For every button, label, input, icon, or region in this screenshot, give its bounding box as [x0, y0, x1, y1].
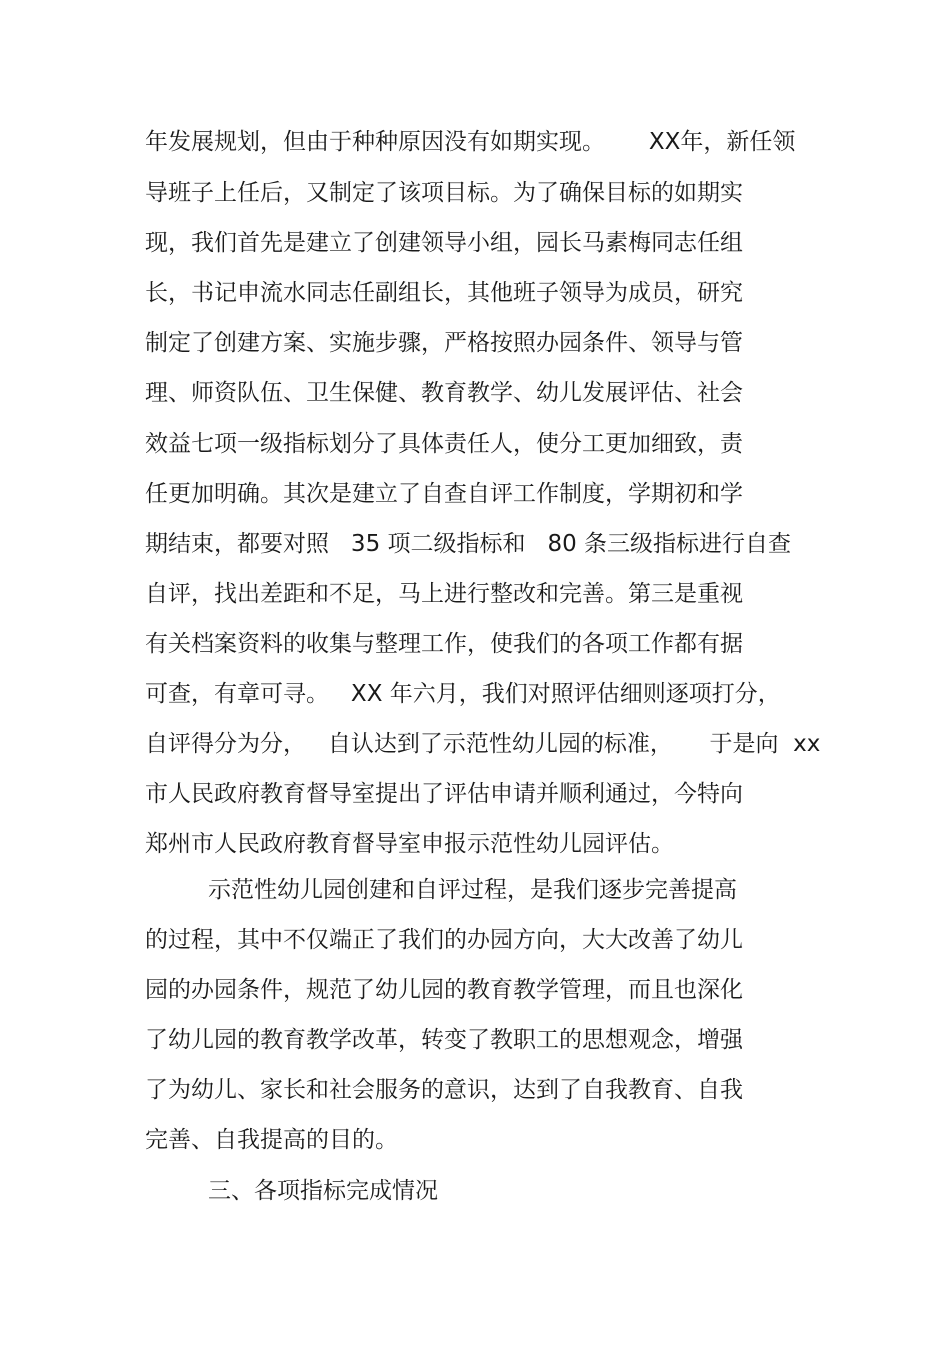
text-line: 的过程，其中不仅端正了我们的办园方向，大大改善了幼儿 [145, 927, 743, 953]
text-line: 郑州市人民政府教育督导室申报示范性幼儿园评估。 [145, 831, 674, 857]
text-line: 长，书记申流水同志任副组长，其他班子领导为成员，研究 [145, 280, 743, 306]
text-line: 年发展规划，但由于种种原因没有如期实现。 XX年，新任领 [145, 129, 796, 155]
text-line: 现，我们首先是建立了创建领导小组，园长马素梅同志任组 [145, 230, 743, 256]
text-line: 任更加明确。其次是建立了自查自评工作制度，学期初和学 [145, 481, 743, 507]
text-line: 了为幼儿、家长和社会服务的意识，达到了自我教育、自我 [145, 1077, 743, 1103]
text-line: 了幼儿园的教育教学改革，转变了教职工的思想观念，增强 [145, 1027, 743, 1053]
text-line: 示范性幼儿园创建和自评过程，是我们逐步完善提高 [208, 877, 737, 903]
text-line: 可查，有章可寻。 XX 年六月，我们对照评估细则逐项打分， [145, 681, 781, 707]
text-line: 自评，找出差距和不足，马上进行整改和完善。第三是重视 [145, 581, 743, 607]
text-line: 市人民政府教育督导室提出了评估申请并顺利通过，今特向 [145, 781, 743, 807]
text-line: 期结束，都要对照 35 项二级指标和 80 条三级指标进行自查 [145, 531, 792, 557]
text-line: 理、师资队伍、卫生保健、教育教学、幼儿发展评估、社会 [145, 380, 743, 406]
text-line: 导班子上任后，又制定了该项目标。为了确保目标的如期实 [145, 180, 743, 206]
text-line: 效益七项一级指标划分了具体责任人，使分工更加细致，责 [145, 431, 743, 457]
text-line: 园的办园条件，规范了幼儿园的教育教学管理，而且也深化 [145, 977, 743, 1003]
text-line: 完善、自我提高的目的。 [145, 1127, 398, 1153]
section-heading: 三、各项指标完成情况 [208, 1178, 438, 1204]
text-line: 自评得分为分， 自认达到了示范性幼儿园的标准， 于是向 xx [145, 731, 821, 757]
text-line: 制定了创建方案、实施步骤，严格按照办园条件、领导与管 [145, 330, 743, 356]
text-line: 有关档案资料的收集与整理工作，使我们的各项工作都有据 [145, 631, 743, 657]
